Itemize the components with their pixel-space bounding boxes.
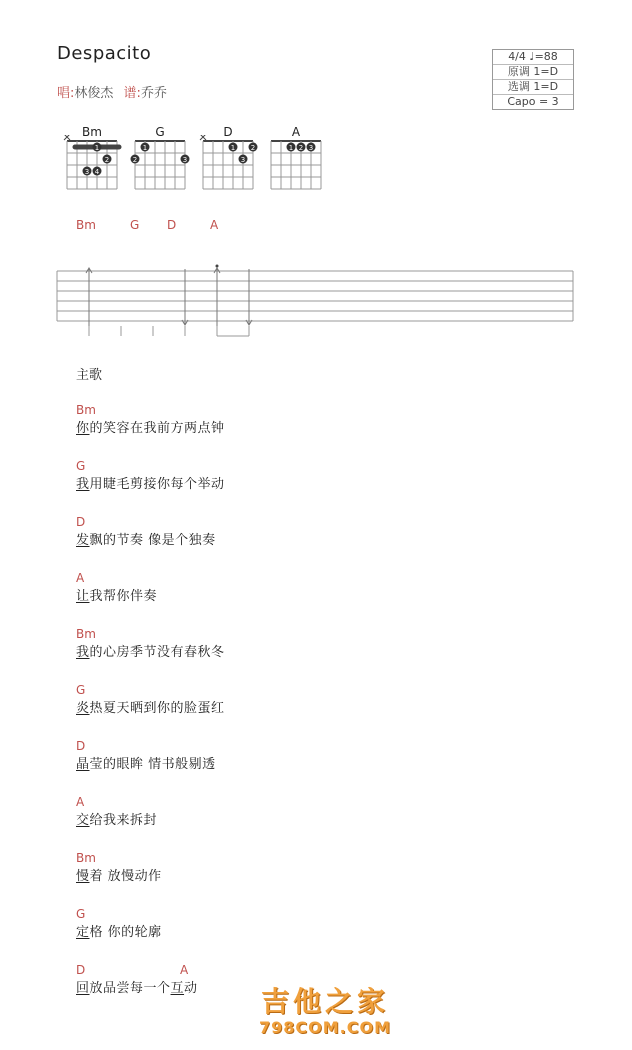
arranger-name: 乔乔 — [140, 86, 167, 101]
lyric-chord: A — [76, 571, 85, 585]
lyric-first-char: 回 — [76, 981, 90, 996]
lyric-text: 的笑容在我前方两点钟 — [89, 421, 225, 436]
chord-diagram-grid — [62, 135, 122, 191]
section-label: 主歌 — [76, 368, 103, 383]
strum-tab-staff — [0, 260, 632, 345]
lyric-line — [76, 921, 162, 940]
finger-dot — [131, 155, 140, 165]
muted-string-mark — [64, 135, 70, 140]
lyric-chord: D — [76, 515, 86, 529]
lyric-line — [76, 417, 225, 436]
lyric-first-char: 让 — [76, 589, 90, 604]
svg-text:2: 2 — [132, 156, 138, 164]
singer-label: 唱: — [57, 86, 75, 101]
chord-diagram-name: D — [223, 125, 233, 139]
svg-text:1: 1 — [94, 144, 100, 152]
finger-dot — [141, 143, 150, 153]
lyric-chord: G — [76, 683, 86, 697]
song-credits — [57, 82, 167, 101]
svg-text:3: 3 — [240, 156, 246, 164]
watermark-text: 吉他之家 — [260, 985, 389, 1018]
finger-dot — [307, 143, 316, 153]
chord-diagram-name: A — [291, 125, 301, 139]
lyric-text: 放品尝每一个 — [89, 981, 171, 996]
chord-diagram-grid — [266, 135, 326, 191]
chord-line-d: D — [167, 218, 177, 232]
lyric-first-char: 晶 — [76, 757, 90, 772]
svg-text:4: 4 — [94, 168, 100, 176]
original-key: 原调 1=D — [493, 65, 573, 80]
chord-line-a: A — [210, 218, 219, 232]
lyric-text: 热夏天晒到你的脸蛋红 — [89, 701, 225, 716]
chord-diagram-grid — [198, 135, 258, 191]
lyric-first-char: 发 — [76, 533, 90, 548]
lyric-chord: D — [76, 739, 86, 753]
lyric-first-char: 炎 — [76, 701, 90, 716]
lyric-chord: Bm — [76, 851, 96, 865]
lyric-chord-char: 互 — [170, 981, 185, 996]
svg-text:3: 3 — [308, 144, 314, 152]
selected-key: 选调 1=D — [493, 80, 573, 95]
lyric-line — [76, 753, 216, 772]
finger-dot — [239, 155, 248, 165]
watermark-logo — [250, 980, 400, 1037]
lyric-text: 飘的节奏 像是个独奏 — [89, 533, 216, 548]
lyric-line — [76, 809, 157, 828]
chord-line-bm: Bm — [76, 218, 96, 232]
chord-diagram-name: G — [155, 125, 165, 139]
lyric-chord: D — [76, 963, 86, 977]
lyric-chord: G — [76, 459, 86, 473]
svg-text:3: 3 — [182, 156, 188, 164]
lyric-text: 的心房季节没有春秋冬 — [89, 645, 225, 660]
muted-string-mark — [200, 135, 206, 140]
finger-dot — [93, 167, 102, 177]
finger-dot — [249, 143, 258, 153]
lyric-text: 用睫毛剪接你每个举动 — [89, 477, 225, 492]
svg-text:1: 1 — [230, 144, 236, 152]
lyric-text: 给我来拆封 — [89, 813, 158, 828]
lyric-line — [76, 641, 225, 660]
lyric-text: 莹的眼眸 情书般剔透 — [89, 757, 216, 772]
lyric-line — [76, 473, 225, 492]
svg-text:1: 1 — [142, 144, 148, 152]
singer-name: 林俊杰 — [74, 86, 114, 101]
finger-dot — [229, 143, 238, 153]
svg-text:1: 1 — [288, 144, 294, 152]
lyric-chord: Bm — [76, 403, 96, 417]
lyric-first-char: 我 — [76, 477, 90, 492]
svg-text:2: 2 — [250, 144, 256, 152]
lyric-chord: A — [180, 963, 189, 977]
time-tempo: 4/4 ♩=88 — [493, 50, 573, 65]
lyric-first-char: 你 — [76, 421, 90, 436]
svg-text:3: 3 — [84, 168, 90, 176]
lyric-line — [76, 865, 162, 884]
chord-line-g: G — [130, 218, 140, 232]
tempo-key-box — [492, 49, 574, 110]
lyric-text: 动 — [184, 981, 198, 996]
svg-text:2: 2 — [298, 144, 304, 152]
chord-diagram-name: Bm — [82, 125, 102, 139]
lyric-first-char: 定 — [76, 925, 90, 940]
arranger-label: 谱: — [123, 86, 141, 101]
finger-dot — [287, 143, 296, 153]
song-title: Despacito — [57, 43, 152, 64]
finger-dot — [181, 155, 190, 165]
watermark-url: 798COM.COM — [258, 1018, 391, 1037]
finger-dot — [103, 155, 112, 165]
finger-dot — [297, 143, 306, 153]
lyric-text: 格 你的轮廓 — [89, 925, 162, 940]
finger-dot — [83, 167, 92, 177]
lyric-chord: G — [76, 907, 86, 921]
lyric-chord: A — [76, 795, 85, 809]
lyric-text: 我帮你伴奏 — [89, 589, 158, 604]
lyric-first-char: 慢 — [76, 869, 90, 884]
lyric-chord: Bm — [76, 627, 96, 641]
lyric-text: 着 放慢动作 — [89, 869, 162, 884]
lyric-first-char: 交 — [76, 813, 90, 828]
chord-diagram-grid — [130, 135, 190, 191]
svg-text:2: 2 — [104, 156, 110, 164]
lyric-first-char: 我 — [76, 645, 90, 660]
lyric-line — [76, 977, 198, 996]
lyric-line — [76, 529, 216, 548]
capo: Capo = 3 — [507, 95, 559, 108]
lyric-line — [76, 585, 157, 604]
lyric-line — [76, 697, 225, 716]
